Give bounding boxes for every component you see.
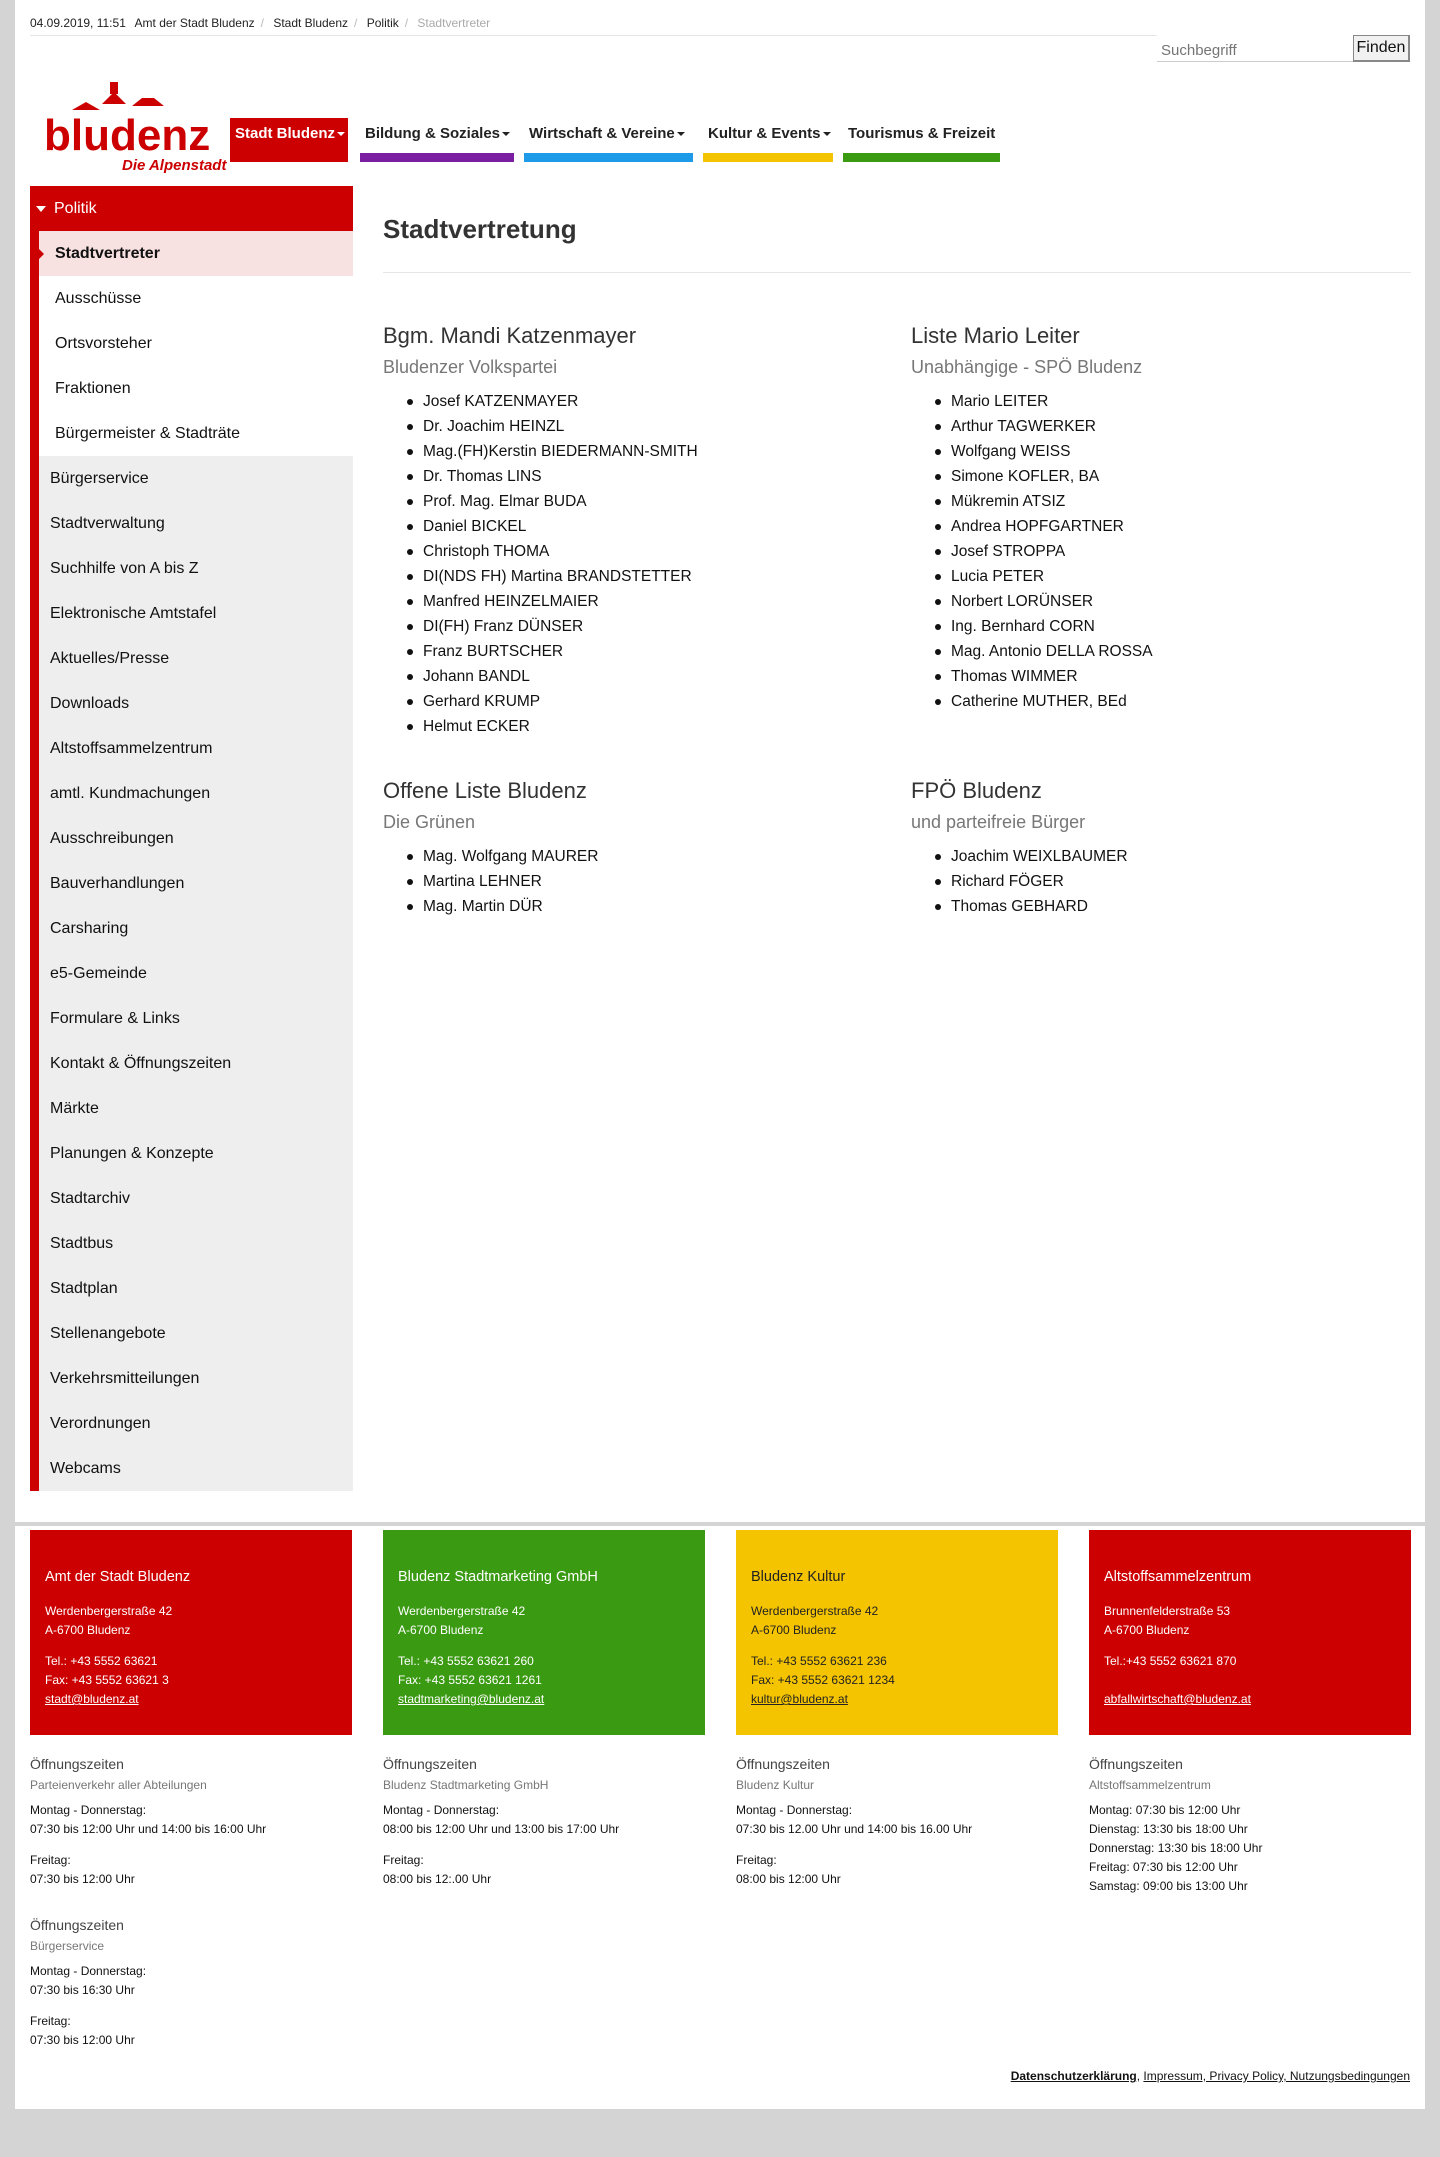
faction-group <box>383 323 863 739</box>
page <box>15 0 1425 1522</box>
member-item: Prof. Mag. Elmar BUDA <box>383 489 863 514</box>
hours-line: Freitag: <box>30 2014 71 2028</box>
contact-name: Bludenz Kultur <box>751 1569 846 1585</box>
nav-color-bar <box>843 153 1000 162</box>
breadcrumb-link[interactable]: Politik <box>366 16 399 30</box>
contact-fax: Fax: +43 5552 63621 1234 <box>751 1673 895 1687</box>
sidebar-item-label: Ortsvorsteher <box>55 335 152 352</box>
nav-tourismus-freizeit[interactable] <box>843 118 1000 162</box>
member-item: Gerhard KRUMP <box>383 689 863 714</box>
sidebar-item[interactable]: Märkte <box>50 1100 99 1117</box>
contact-tel: Tel.: +43 5552 63621 260 <box>398 1654 534 1668</box>
member-item: Thomas WIMMER <box>911 664 1391 689</box>
nav-bildung-soziales[interactable] <box>360 118 514 162</box>
hours-subtitle: Parteienverkehr aller Abteilungen <box>30 1778 207 1792</box>
hours-line: Montag - Donnerstag: <box>383 1803 500 1817</box>
caret-down-icon <box>502 132 510 136</box>
hours-title: Öffnungszeiten <box>30 1756 124 1772</box>
member-list <box>911 844 1391 919</box>
sidebar-item-label: Stadtvertreter <box>55 245 160 262</box>
member-item: Catherine MUTHER, BEd <box>911 689 1391 714</box>
hours-title: Öffnungszeiten <box>383 1756 477 1772</box>
contact-city: A-6700 Bludenz <box>45 1623 131 1637</box>
nav-wirtschaft-vereine[interactable] <box>524 118 693 162</box>
contact-tel: Tel.: +43 5552 63621 <box>45 1654 158 1668</box>
member-item: Dr. Joachim HEINZL <box>383 414 863 439</box>
member-item: Mag. Martin DÜR <box>383 894 863 919</box>
opening-hours <box>1089 1755 1429 1896</box>
hours-line: Freitag: <box>383 1853 424 1867</box>
faction-title: Liste Mario Leiter <box>911 323 1080 348</box>
sidebar-accent-bar <box>30 231 39 1491</box>
sidebar-item-label: Bürgermeister & Stadträte <box>55 425 240 442</box>
sidebar-item-stadtvertreter[interactable] <box>39 231 353 276</box>
sidebar-item[interactable]: Stadtverwaltung <box>50 515 165 532</box>
breadcrumb-separator: / <box>354 16 358 30</box>
nav-kultur-events[interactable] <box>703 118 833 162</box>
faction-group <box>383 778 863 919</box>
member-item: Andrea HOPFGARTNER <box>911 514 1391 539</box>
sidebar-item-fraktionen[interactable] <box>39 366 353 411</box>
sidebar-item[interactable]: Formulare & Links <box>50 1010 180 1027</box>
contact-box-amt <box>30 1530 352 1735</box>
sidebar-item[interactable]: amtl. Kundmachungen <box>50 785 211 802</box>
member-item: DI(FH) Franz DÜNSER <box>383 614 863 639</box>
member-item: DI(NDS FH) Martina BRANDSTETTER <box>383 564 863 589</box>
sidebar-item[interactable]: Kontakt & Öffnungszeiten <box>50 1055 232 1072</box>
sidebar-item-label: Fraktionen <box>55 380 131 397</box>
logo-graphic <box>42 74 232 174</box>
member-item: Daniel BICKEL <box>383 514 863 539</box>
breadcrumb-separator: / <box>260 16 264 30</box>
nav-label: Bildung & Soziales <box>365 125 501 142</box>
nav-label: Kultur & Events <box>708 125 821 142</box>
sidebar-item[interactable]: Bürgerservice <box>50 470 149 487</box>
contact-fax <box>1104 1671 1396 1690</box>
legal-link[interactable]: Impressum, Privacy Policy, Nutzungsbedingungen <box>1143 2069 1410 2083</box>
breadcrumb-separator: / <box>404 16 409 30</box>
member-item: Manfred HEINZELMAIER <box>383 589 863 614</box>
faction-title: Bgm. Mandi Katzenmayer <box>383 323 637 348</box>
member-item: Ing. Bernhard CORN <box>911 614 1391 639</box>
hours-line: 07:30 bis 12:00 Uhr und 14:00 bis 16:00 Uhr <box>30 1822 267 1836</box>
contact-fax: Fax: +43 5552 63621 1261 <box>398 1673 542 1687</box>
sidebar-item[interactable]: Stadtarchiv <box>50 1190 131 1207</box>
sidebar-item-buergermeister[interactable] <box>39 411 353 456</box>
spacer <box>30 2000 370 2012</box>
hours-line: Freitag: 07:30 bis 12:00 Uhr <box>1089 1860 1238 1874</box>
hours-line: Dienstag: 13:30 bis 18:00 Uhr <box>1089 1822 1248 1836</box>
contact-name: Amt der Stadt Bludenz <box>45 1569 191 1585</box>
hours-subtitle: Altstoffsammelzentrum <box>1089 1778 1211 1792</box>
logo-tagline: Die Alpenstadt <box>122 157 227 174</box>
sidebar-item-ausschuesse[interactable] <box>39 276 353 321</box>
faction-title: Offene Liste Bludenz <box>383 778 587 803</box>
member-list <box>911 389 1391 714</box>
sidebar-section-label: Politik <box>54 200 97 217</box>
sidebar-item[interactable]: Stadtbus <box>50 1235 114 1252</box>
faction-group <box>911 778 1391 919</box>
privacy-link[interactable]: Datenschutzerklärung <box>1010 2069 1137 2083</box>
contact-name: Altstoffsammelzentrum <box>1104 1569 1252 1585</box>
opening-hours <box>30 1916 370 2050</box>
hours-line: Montag - Donnerstag: <box>30 1964 147 1978</box>
member-item: Joachim WEIXLBAUMER <box>911 844 1391 869</box>
sidebar-item[interactable]: Aktuelles/Presse <box>50 650 170 667</box>
contact-street: Werdenbergerstraße 42 <box>751 1604 879 1618</box>
hours-line: 07:30 bis 12.00 Uhr und 14:00 bis 16.00 Uhr <box>736 1822 973 1836</box>
member-item: Johann BANDL <box>383 664 863 689</box>
member-item: Simone KOFLER, BA <box>911 464 1391 489</box>
nav-label: Stadt Bludenz <box>235 125 335 142</box>
member-item: Mag.(FH)Kerstin BIEDERMANN-SMITH <box>383 439 863 464</box>
member-item: Martina LEHNER <box>383 869 863 894</box>
hours-title: Öffnungszeiten <box>30 1917 124 1933</box>
faction-title: FPÖ Bludenz <box>911 778 1042 803</box>
sidebar-item[interactable]: Altstoffsammelzentrum <box>50 740 213 757</box>
hours-subtitle: Bürgerservice <box>30 1939 105 1953</box>
member-item: Richard FÖGER <box>911 869 1391 894</box>
member-list <box>383 389 863 739</box>
hours-line: Samstag: 09:00 bis 13:00 Uhr <box>1089 1879 1248 1893</box>
member-item: Lucia PETER <box>911 564 1391 589</box>
sidebar-item[interactable]: Planungen & Konzepte <box>50 1145 214 1162</box>
member-item: Dr. Thomas LINS <box>383 464 863 489</box>
caret-right-icon <box>39 249 44 259</box>
contact-email-link[interactable]: kultur@bludenz.at <box>751 1692 848 1706</box>
contact-email-link[interactable]: stadt@bludenz.at <box>45 1692 139 1706</box>
contact-email-link[interactable]: abfallwirtschaft@bludenz.at <box>1104 1692 1251 1706</box>
member-item: Helmut ECKER <box>383 714 863 739</box>
contact-street: Werdenbergerstraße 42 <box>398 1604 526 1618</box>
hours-line: Montag - Donnerstag: <box>30 1803 147 1817</box>
member-list <box>383 844 863 919</box>
contact-tel: Tel.:+43 5552 63621 870 <box>1104 1654 1237 1668</box>
hours-line: Montag - Donnerstag: <box>736 1803 853 1817</box>
hours-line: 07:30 bis 12:00 Uhr <box>30 2033 135 2047</box>
sidebar-item[interactable]: Webcams <box>50 1460 121 1477</box>
faction-subtitle: Unabhängige - SPÖ Bludenz <box>911 357 1143 377</box>
breadcrumb-link[interactable]: Stadt Bludenz <box>273 16 349 30</box>
hours-line: Donnerstag: 13:30 bis 18:00 Uhr <box>1089 1841 1263 1855</box>
contact-box-stadtmarketing <box>383 1530 705 1735</box>
nav-label: Wirtschaft & Vereine <box>529 125 675 142</box>
spacer <box>30 1839 370 1851</box>
member-item: Mükremin ATSIZ <box>911 489 1391 514</box>
contact-fax: Fax: +43 5552 63621 3 <box>45 1673 169 1687</box>
member-item: Mario LEITER <box>911 389 1391 414</box>
breadcrumb-current: Stadtvertreter <box>417 16 491 30</box>
divider <box>383 272 1411 273</box>
faction-subtitle: Bludenzer Volkspartei <box>383 357 558 377</box>
breadcrumb-timestamp: 04.09.2019, 11:51 <box>30 16 126 30</box>
sidebar <box>30 186 353 1491</box>
sidebar-item[interactable]: Elektronische Amtstafel <box>50 605 217 622</box>
breadcrumb <box>30 16 496 30</box>
caret-down-icon <box>337 132 345 136</box>
hours-subtitle: Bludenz Stadtmarketing GmbH <box>383 1778 549 1792</box>
legal-links: Datenschutzerklärung, Impressum, Privacy Policy, Nutzungsbedingungen <box>1010 2069 1410 2083</box>
caret-down-icon <box>823 132 831 136</box>
member-item: Thomas GEBHARD <box>911 894 1391 919</box>
sidebar-item[interactable]: Verkehrsmitteilungen <box>50 1370 200 1387</box>
contact-street: Werdenbergerstraße 42 <box>45 1604 173 1618</box>
hours-title: Öffnungszeiten <box>1089 1756 1183 1772</box>
contact-city: A-6700 Bludenz <box>751 1623 837 1637</box>
contact-box-asz <box>1089 1530 1411 1735</box>
sidebar-item[interactable]: Carsharing <box>50 920 129 937</box>
opening-hours <box>383 1755 723 1889</box>
sidebar-item[interactable]: Bauverhandlungen <box>50 875 185 892</box>
hours-line: 08:00 bis 12:00 Uhr und 13:00 bis 17:00 Uhr <box>383 1822 620 1836</box>
opening-hours <box>736 1755 1076 1889</box>
logo-wordmark: bludenz <box>44 111 211 160</box>
hours-line: 08:00 bis 12:00 Uhr <box>736 1872 841 1886</box>
caret-down-icon <box>677 132 685 136</box>
sidebar-item[interactable]: Stadtplan <box>50 1280 118 1297</box>
sidebar-item[interactable]: Downloads <box>50 695 130 712</box>
hours-subtitle: Bludenz Kultur <box>736 1778 815 1792</box>
member-item: Mag. Wolfgang MAURER <box>383 844 863 869</box>
contact-city: A-6700 Bludenz <box>1104 1623 1190 1637</box>
contact-box-kultur <box>736 1530 1058 1735</box>
spacer <box>383 1839 723 1851</box>
faction-subtitle: Die Grünen <box>383 812 476 832</box>
sidebar-submenu <box>39 231 353 456</box>
caret-down-icon <box>36 206 46 212</box>
sidebar-item[interactable]: Suchhilfe von A bis Z <box>50 560 199 577</box>
find-button[interactable]: Finden <box>1353 35 1410 62</box>
member-item: Arthur TAGWERKER <box>911 414 1391 439</box>
member-item: Franz BURTSCHER <box>383 639 863 664</box>
contact-street: Brunnenfelderstraße 53 <box>1104 1604 1231 1618</box>
member-item: Norbert LORÜNSER <box>911 589 1391 614</box>
hours-line: Freitag: <box>30 1853 71 1867</box>
sidebar-item[interactable]: Verordnungen <box>50 1415 151 1432</box>
logo[interactable] <box>42 74 232 174</box>
breadcrumb-link[interactable]: Amt der Stadt Bludenz <box>134 16 255 30</box>
hours-line: 07:30 bis 12:00 Uhr <box>30 1872 135 1886</box>
spacer <box>736 1839 1076 1851</box>
sidebar-item[interactable]: Stellenangebote <box>50 1325 166 1342</box>
contact-name: Bludenz Stadtmarketing GmbH <box>398 1569 598 1585</box>
opening-hours <box>30 1755 370 1889</box>
sidebar-item-ortsvorsteher[interactable] <box>39 321 353 366</box>
hours-line: Montag: 07:30 bis 12:00 Uhr <box>1089 1803 1241 1817</box>
nav-color-bar <box>524 153 693 162</box>
hours-line: 07:30 bis 16:30 Uhr <box>30 1983 135 1997</box>
hours-title: Öffnungszeiten <box>736 1756 830 1772</box>
footer <box>15 1522 1425 2109</box>
hours-line: Freitag: <box>736 1853 777 1867</box>
nav-stadt-bludenz[interactable] <box>230 118 348 162</box>
contact-city: A-6700 Bludenz <box>398 1623 484 1637</box>
sidebar-menu <box>39 456 353 1491</box>
sidebar-item[interactable]: e5-Gemeinde <box>50 965 147 982</box>
sidebar-item[interactable]: Ausschreibungen <box>50 830 174 847</box>
page-title: Stadtvertretung <box>383 214 577 244</box>
member-item: Christoph THOMA <box>383 539 863 564</box>
nav-color-bar <box>360 153 514 162</box>
nav-color-bar <box>703 153 833 162</box>
sidebar-item-label: Ausschüsse <box>55 290 142 307</box>
hours-line: 08:00 bis 12:.00 Uhr <box>383 1872 492 1886</box>
member-item: Josef KATZENMAYER <box>383 389 863 414</box>
contact-email-link[interactable]: stadtmarketing@bludenz.at <box>398 1692 545 1706</box>
contact-tel: Tel.: +43 5552 63621 236 <box>751 1654 887 1668</box>
search-input[interactable] <box>1157 34 1362 62</box>
sidebar-section-politik[interactable] <box>30 186 353 231</box>
member-item: Wolfgang WEISS <box>911 439 1391 464</box>
faction-subtitle: und parteifreie Bürger <box>911 812 1086 832</box>
faction-group <box>911 323 1391 714</box>
member-item: Josef STROPPA <box>911 539 1391 564</box>
nav-label: Tourismus & Freizeit <box>848 125 996 142</box>
member-item: Mag. Antonio DELLA ROSSA <box>911 639 1391 664</box>
